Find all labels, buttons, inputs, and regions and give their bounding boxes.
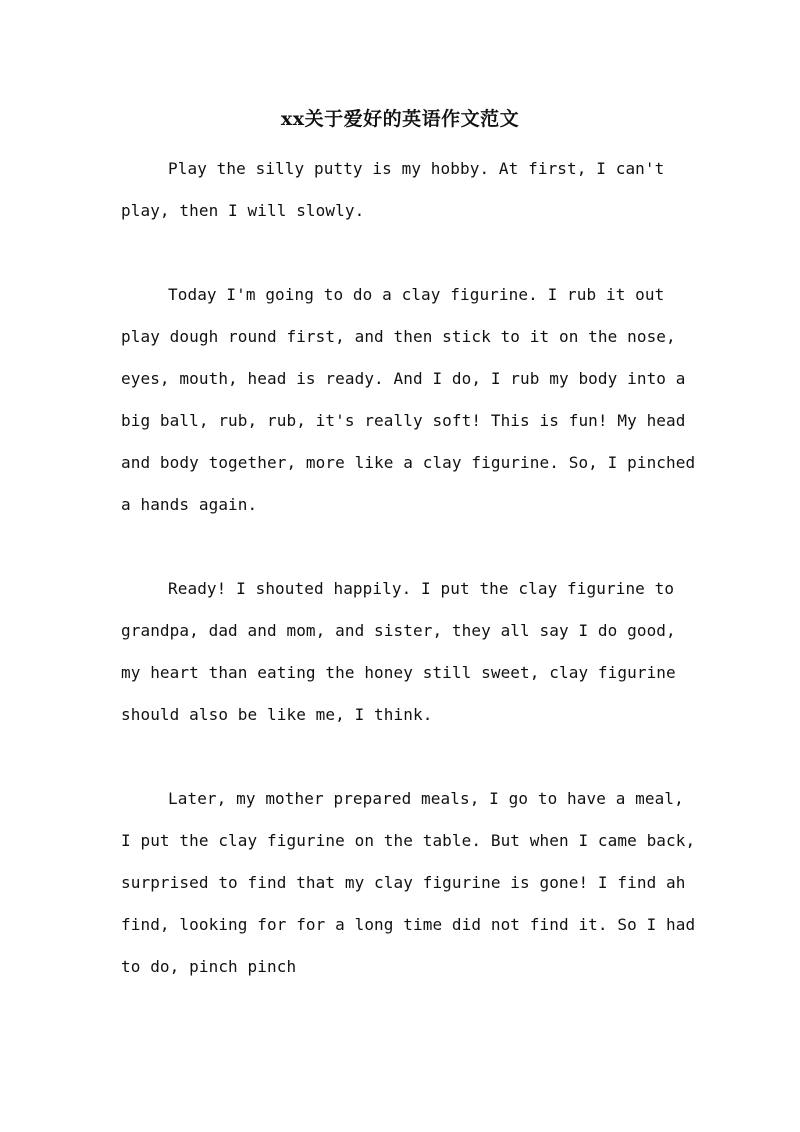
paragraph-line: Ready! I shouted happily. I put the clay figurine to xyxy=(168,579,675,598)
paragraph-line: should also be like me, I think. xyxy=(121,705,433,724)
paragraph-line: a hands again. xyxy=(121,495,258,514)
paragraph-line: Later, my mother prepared meals, I go to have a meal, xyxy=(168,789,684,808)
paragraph-2 xyxy=(121,274,696,526)
paragraph-line: eyes, mouth, head is ready. And I do, I rub my body into a xyxy=(121,369,686,388)
paragraph-line: I put the clay figurine on the table. But when I came back, xyxy=(121,831,696,850)
paragraph-3 xyxy=(121,568,686,736)
paragraph-line: my heart than eating the honey still sweet, clay figurine xyxy=(121,663,676,682)
paragraph-line: surprised to find that my clay figurine is gone! I find ah xyxy=(121,873,686,892)
paragraph-line: to do, pinch pinch xyxy=(121,957,297,976)
document-body xyxy=(121,148,696,988)
paragraph-1 xyxy=(121,148,686,232)
document-title: xx关于爱好的英语作文范文 xyxy=(280,108,520,130)
paragraph-4 xyxy=(121,778,696,988)
paragraph-line: Play the silly putty is my hobby. At first, I can't xyxy=(168,159,665,178)
paragraph-line: Today I'm going to do a clay figurine. I rub it out xyxy=(168,285,665,304)
paragraph-line: play, then I will slowly. xyxy=(121,201,365,220)
paragraph-line: find, looking for for a long time did not find it. So I had xyxy=(121,915,696,934)
paragraph-line: and body together, more like a clay figurine. So, I pinched xyxy=(121,453,696,472)
paragraph-line: grandpa, dad and mom, and sister, they all say I do good, xyxy=(121,621,676,640)
paragraph-line: play dough round first, and then stick to it on the nose, xyxy=(121,327,676,346)
paragraph-line: big ball, rub, rub, it's really soft! This is fun! My head xyxy=(121,411,686,430)
